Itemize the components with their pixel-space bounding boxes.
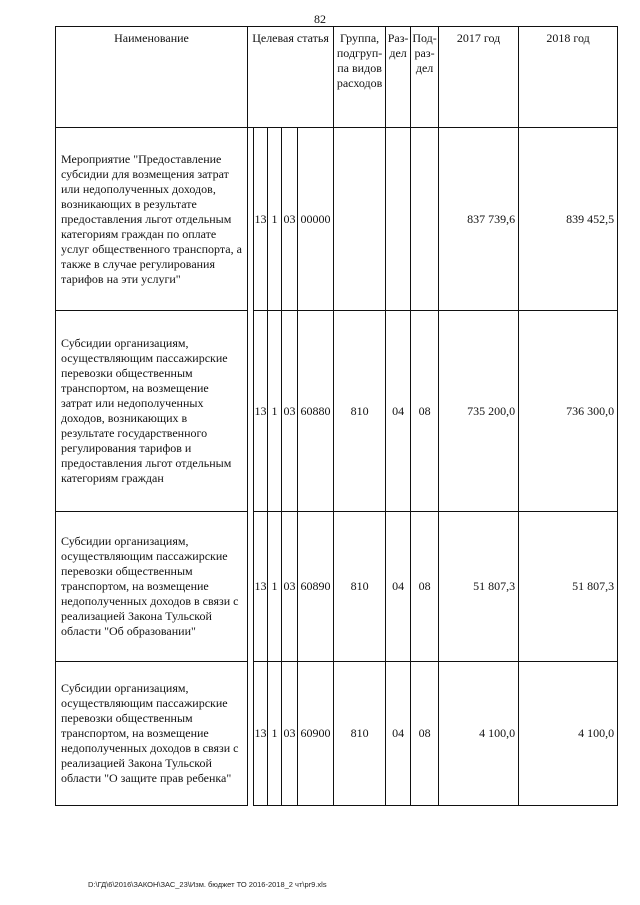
- amount-2017: 837 739,6: [439, 128, 519, 311]
- amount-2018: 736 300,0: [519, 311, 618, 512]
- target-code-4: 60900: [298, 662, 334, 806]
- budget-table: [55, 26, 618, 806]
- header-group: Группа, подгруп-па видов расходов: [334, 27, 386, 128]
- header-name: Наименование: [56, 27, 248, 128]
- amount-2018: 51 807,3: [519, 512, 618, 662]
- target-code-1: 13: [254, 662, 268, 806]
- section: 04: [386, 512, 411, 662]
- file-path-footer: D:\ГД\6\2016\ЗАКОН\ЗАС_23\Изм. бюджет ТО 2016-2018_2 чт\pr9.xls: [88, 880, 327, 889]
- expense-group: 810: [334, 512, 386, 662]
- expense-group: 810: [334, 662, 386, 806]
- amount-2017: 51 807,3: [439, 512, 519, 662]
- target-code-4: 60880: [298, 311, 334, 512]
- header-subsection: Под-раз-дел: [411, 27, 439, 128]
- header-target: Целевая статья: [248, 27, 334, 128]
- row-name: Мероприятие "Предоставление субсидии для возмещения затрат или недополученных доходов, возникающих в результате предоставления льгот отдельным категориям граждан по оплате услуг общественного транспорта, а также в случае регулирования тарифов на эти услуги": [56, 128, 248, 311]
- header-2018: 2018 год: [519, 27, 618, 128]
- amount-2018: 839 452,5: [519, 128, 618, 311]
- amount-2017: 735 200,0: [439, 311, 519, 512]
- subsection: 08: [411, 311, 439, 512]
- amount-2017: 4 100,0: [439, 662, 519, 806]
- row-name: Субсидии организациям, осуществляющим пассажирские перевозки общественным транспортом, на возмещение недополученных доходов в связи с реализацией Закона Тульской области "Об образовании": [56, 512, 248, 662]
- table-header-row: [56, 27, 618, 128]
- expense-group: 810: [334, 311, 386, 512]
- table-row: [56, 128, 618, 311]
- header-2017: 2017 год: [439, 27, 519, 128]
- row-name: Субсидии организациям, осуществляющим пассажирские перевозки общественным транспортом, на возмещение недополученных доходов в связи с реализацией Закона Тульской области "О защите прав ребенка": [56, 662, 248, 806]
- target-code-4: 60890: [298, 512, 334, 662]
- target-code-4: 00000: [298, 128, 334, 311]
- target-code-2: 1: [268, 512, 282, 662]
- page-number: 82: [314, 12, 326, 26]
- target-code-2: 1: [268, 311, 282, 512]
- section: 04: [386, 662, 411, 806]
- section: [386, 128, 411, 311]
- header-section: Раз-дел: [386, 27, 411, 128]
- table-row: [56, 311, 618, 512]
- target-code-1: 13: [254, 311, 268, 512]
- target-code-3: 03: [282, 128, 298, 311]
- section: 04: [386, 311, 411, 512]
- table-row: [56, 512, 618, 662]
- target-code-3: 03: [282, 512, 298, 662]
- table-row: [56, 662, 618, 806]
- subsection: 08: [411, 512, 439, 662]
- target-code-2: 1: [268, 662, 282, 806]
- subsection: [411, 128, 439, 311]
- subsection: 08: [411, 662, 439, 806]
- target-code-1: 13: [254, 512, 268, 662]
- target-code-2: 1: [268, 128, 282, 311]
- target-code-1: 13: [254, 128, 268, 311]
- row-name: Субсидии организациям, осуществляющим пассажирские перевозки общественным транспортом, на возмещение затрат или недополученных доходов, возникающих в результате государственного регулирования тарифов и предоставления льгот отдельным категориям граждан: [56, 311, 248, 512]
- expense-group: [334, 128, 386, 311]
- target-code-3: 03: [282, 311, 298, 512]
- amount-2018: 4 100,0: [519, 662, 618, 806]
- target-code-3: 03: [282, 662, 298, 806]
